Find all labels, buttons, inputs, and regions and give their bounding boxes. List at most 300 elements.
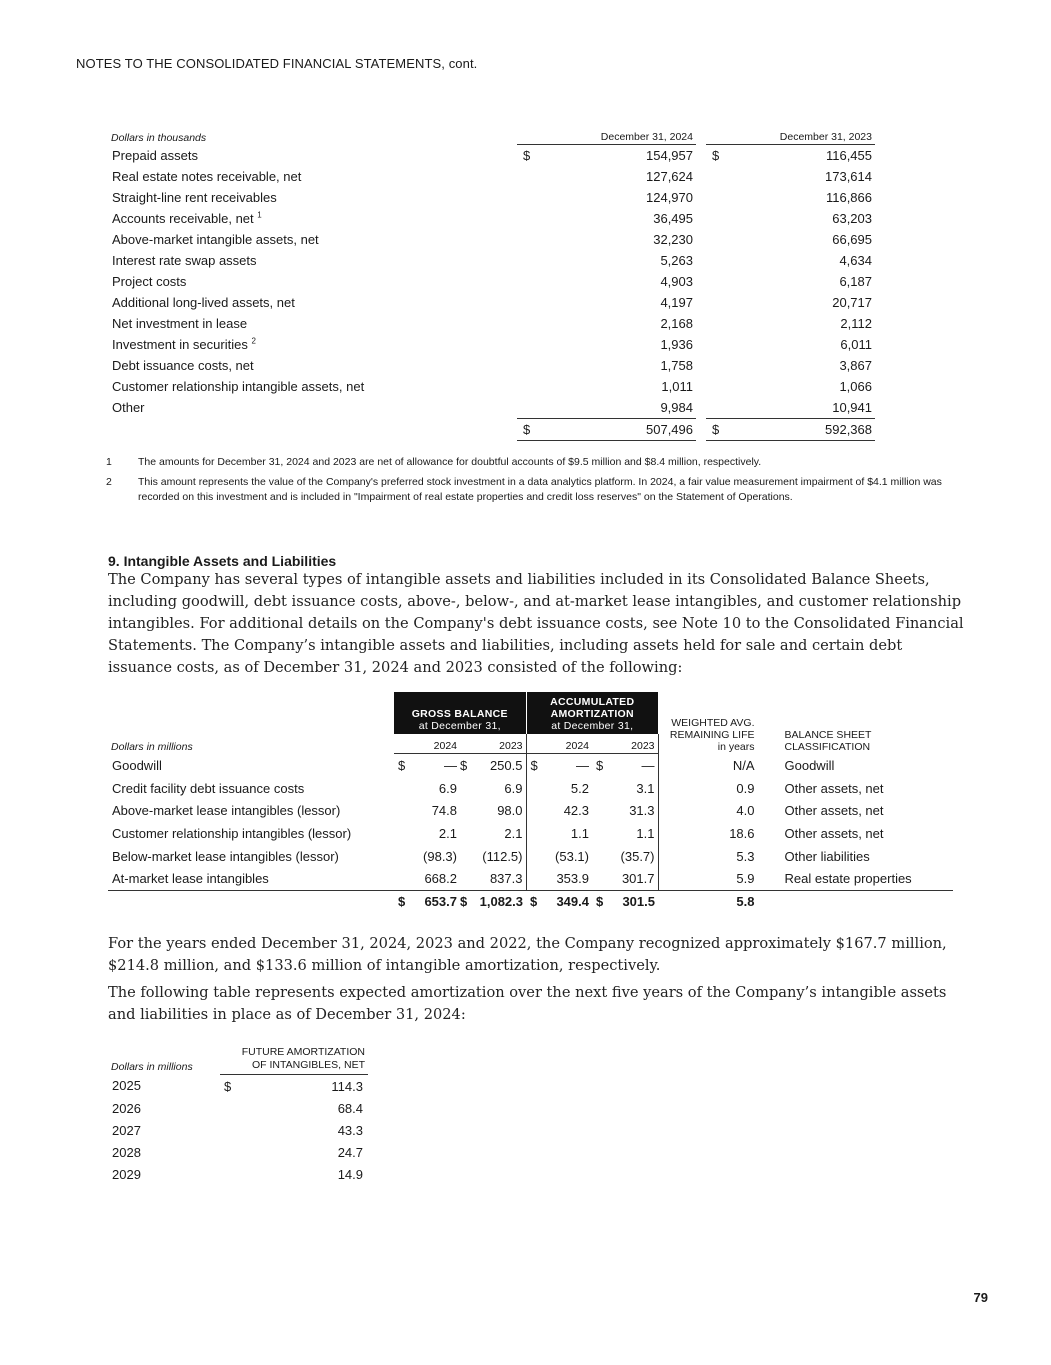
- value-g2023-wrap: [460, 849, 523, 864]
- currency: [394, 803, 398, 818]
- value-2023: 173,614: [825, 169, 872, 184]
- row-label: Above-market lease intangibles (lessor): [112, 803, 341, 819]
- value-2023-wrap: [706, 169, 875, 184]
- balance-sheet-classification: Other assets, net: [784, 780, 884, 796]
- value-a2024-cell: [526, 822, 592, 845]
- value-g2024-cell: [394, 845, 460, 868]
- footnotes: [106, 455, 946, 510]
- total-2024-cell: [517, 419, 696, 441]
- value-a2024-cell: [526, 754, 592, 777]
- currency: $: [224, 1078, 232, 1094]
- table-row: [108, 292, 875, 313]
- row-label: [108, 145, 517, 167]
- table-row: [108, 355, 875, 376]
- currency: [706, 337, 712, 352]
- row-label-text: Debt issuance costs, net: [112, 358, 254, 373]
- value-g2023-cell: [460, 799, 526, 822]
- value-a2024-wrap: [527, 871, 590, 886]
- table-row: [108, 1119, 368, 1141]
- currency: [517, 253, 523, 268]
- value-2024-wrap: [517, 295, 696, 310]
- value-2024-cell: [517, 229, 696, 250]
- accumulated-amortization-header: ACCUMULATED AMORTIZATION: [550, 696, 635, 720]
- value-2023-wrap: [706, 190, 875, 205]
- value-g2023-cell: [460, 777, 526, 800]
- row-label: [108, 229, 517, 250]
- currency: [706, 358, 712, 373]
- currency: $: [398, 894, 406, 910]
- value-a2024-wrap: [527, 758, 590, 773]
- table-row: [108, 334, 875, 355]
- value-a2023-cell: [592, 754, 658, 777]
- currency: [517, 211, 523, 226]
- column-gap: [696, 271, 706, 292]
- value-2023-cell: [706, 334, 875, 355]
- value-a2023-wrap: [592, 758, 655, 773]
- section-paragraph-1: The Company has several types of intangible assets and liabilities included in its Consolidated Balance Sheets, including goodwill, debt issuance costs, above-, below-, and at-market lease intangibles, and customer relationship intangibles. For additional details on the Company's debt issuance costs, see Note 10 to the Consolidated Financial Statements. The Company’s intangible assets and liabilities, including assets held for sale and certain debt issuance costs, as of December 31, 2024 and 2023 consisted of the following:: [108, 571, 964, 676]
- accum-year-2023: 2023: [592, 734, 658, 754]
- row-label: [108, 376, 517, 397]
- value-2024-wrap: [517, 337, 696, 352]
- value-2023-wrap: [706, 274, 875, 289]
- currency: [527, 781, 531, 796]
- value-2023: 66,695: [832, 232, 872, 247]
- amortization-value: 114.3: [331, 1078, 363, 1094]
- value-2023-wrap: [706, 232, 875, 247]
- footnote-ref: 2: [251, 336, 256, 346]
- footnote-ref: 1: [257, 210, 262, 220]
- currency: $: [712, 148, 720, 163]
- column-gap: [696, 419, 706, 441]
- value-g2023-wrap: [460, 826, 523, 841]
- row-label: Credit facility debt issuance costs: [112, 780, 305, 796]
- value-g2023-wrap: [460, 803, 523, 818]
- amortization-value-wrap: [220, 1101, 368, 1116]
- total-label: [108, 419, 517, 441]
- row-label-text: Customer relationship intangible assets, net: [112, 379, 365, 394]
- amortization-value-wrap: [220, 1079, 368, 1094]
- value-2023-cell: [706, 397, 875, 419]
- currency: [394, 871, 398, 886]
- row-label: [108, 166, 517, 187]
- section-paragraph-2: For the years ended December 31, 2024, 2023 and 2022, the Company recognized approximately $167.7 million, $214.8 million, and $133.6 million of intangible amortization, respectively.: [108, 935, 947, 974]
- classification-header: BALANCE SHEET CLASSIFICATION: [784, 728, 872, 753]
- value-2024-wrap: [517, 316, 696, 331]
- value-2023-wrap: [706, 379, 875, 394]
- currency: $: [530, 894, 538, 910]
- row-label: Goodwill: [112, 757, 162, 773]
- value-2023-cell: [706, 292, 875, 313]
- table-row: [108, 271, 875, 292]
- gross-balance-header: GROSS BALANCE: [411, 708, 508, 720]
- year: 2029: [112, 1166, 141, 1182]
- value-2024-wrap: [517, 379, 696, 394]
- table-row: [108, 799, 953, 822]
- value-g2024-cell: [394, 777, 460, 800]
- gross-balance-subheader: at December 31,: [418, 720, 501, 732]
- column-gap: [696, 313, 706, 334]
- value-g2024-wrap: [394, 871, 457, 886]
- value-2023: 10,941: [832, 400, 872, 415]
- value-a2024-wrap: [527, 803, 590, 818]
- value-g2024: 668.2: [424, 871, 457, 887]
- value-2024: 4,197: [660, 295, 693, 310]
- total-gross-2023: 1,082.3: [479, 894, 523, 910]
- remaining-life: 18.6: [729, 825, 755, 841]
- column-gap: [696, 355, 706, 376]
- value-2023: 1,066: [839, 379, 872, 394]
- footnote-number: 2: [106, 476, 112, 488]
- row-label: [108, 187, 517, 208]
- row-label: [108, 271, 517, 292]
- total-accum-2024: 349.4: [556, 894, 589, 910]
- value-2023-wrap: [706, 295, 875, 310]
- value-a2023: 3.1: [636, 780, 655, 796]
- accumulated-amortization-subheader: at December 31,: [551, 720, 634, 732]
- table-row: [108, 845, 953, 868]
- value-2024-wrap: [517, 274, 696, 289]
- year: 2028: [112, 1144, 141, 1160]
- value-2024-wrap: [517, 358, 696, 373]
- value-2024: 36,495: [653, 211, 693, 226]
- table-row: [108, 166, 875, 187]
- value-2023-cell: [706, 229, 875, 250]
- value-2024: 127,624: [646, 169, 693, 184]
- value-2023-wrap: [706, 211, 875, 226]
- value-2023: 63,203: [832, 211, 872, 226]
- page-number: 79: [973, 1290, 988, 1305]
- value-g2024-wrap: [394, 781, 457, 796]
- remaining-life: 5.3: [736, 848, 755, 864]
- currency: $: [398, 757, 406, 773]
- row-label-text: Project costs: [112, 274, 187, 289]
- value-2023-cell: [706, 355, 875, 376]
- value-g2024-wrap: [394, 758, 457, 773]
- row-label: [108, 313, 517, 334]
- column-gap: [696, 397, 706, 419]
- currency: [592, 849, 596, 864]
- value-2024: 1,758: [660, 358, 693, 373]
- value-2024-cell: [517, 187, 696, 208]
- currency: [517, 379, 523, 394]
- row-label: Customer relationship intangibles (lessor): [112, 825, 352, 841]
- amortization-value-cell: [220, 1119, 368, 1141]
- currency: [517, 169, 523, 184]
- value-2024-cell: [517, 334, 696, 355]
- value-a2024-cell: [526, 777, 592, 800]
- footnote-text: The amounts for December 31, 2024 and 2023 are net of allowance for doubtful accounts of $9.5 million and $8.4 million, respectively.: [138, 456, 762, 468]
- value-2023: 4,634: [839, 253, 872, 268]
- balance-sheet-classification: Goodwill: [784, 757, 835, 773]
- value-g2023-wrap: [460, 758, 523, 773]
- value-g2024-wrap: [394, 826, 457, 841]
- currency: [706, 190, 712, 205]
- value-g2024-cell: [394, 799, 460, 822]
- value-2024-wrap: [517, 148, 696, 163]
- value-2024: 1,011: [661, 379, 693, 394]
- value-2024-cell: [517, 250, 696, 271]
- table-row: [108, 1097, 368, 1119]
- value-a2023: (35.7): [620, 848, 655, 864]
- value-a2024-wrap: [527, 781, 590, 796]
- value-g2024: 74.8: [431, 803, 457, 819]
- value-2024: 154,957: [646, 148, 693, 163]
- value-2024: 9,984: [660, 400, 693, 415]
- value-2024-cell: [517, 397, 696, 419]
- row-label: [108, 397, 517, 419]
- total-2024: 507,496: [646, 422, 693, 437]
- amortization-value-cell: [220, 1075, 368, 1098]
- currency: [706, 379, 712, 394]
- total-accum-2023: 301.5: [622, 894, 655, 910]
- column-gap: [696, 187, 706, 208]
- currency: [517, 316, 523, 331]
- value-g2023: 6.9: [504, 780, 523, 796]
- row-label-text: Straight-line rent receivables: [112, 190, 277, 205]
- row-label: [108, 334, 517, 355]
- value-2023-cell: [706, 208, 875, 229]
- section-paragraph-3: The following table represents expected amortization over the next five years of the Company’s intangible assets and liabilities in place as of December 31, 2024:: [108, 984, 947, 1023]
- table-row: [108, 777, 953, 800]
- value-2023-cell: [706, 145, 875, 167]
- value-a2023-cell: [592, 777, 658, 800]
- value-2024-wrap: [517, 400, 696, 415]
- table-row: [108, 187, 875, 208]
- value-g2023: 250.5: [489, 757, 523, 773]
- value-2024-wrap: [517, 169, 696, 184]
- page-header: NOTES TO THE CONSOLIDATED FINANCIAL STATEMENTS, cont.: [76, 56, 478, 71]
- remaining-life: N/A: [732, 757, 755, 773]
- value-a2023: 301.7: [621, 871, 655, 887]
- value-a2023-wrap: [592, 803, 655, 818]
- year: 2027: [112, 1122, 141, 1138]
- value-a2024: 42.3: [563, 803, 589, 819]
- value-g2023-cell: [460, 845, 526, 868]
- table-row: [108, 1141, 368, 1163]
- currency: [517, 190, 523, 205]
- row-label-text: Real estate notes receivable, net: [112, 169, 302, 184]
- value-a2024: 1.1: [570, 825, 589, 841]
- value-a2023-wrap: [592, 849, 655, 864]
- value-2024-wrap: [517, 190, 696, 205]
- value-2023-wrap: [706, 253, 875, 268]
- amortization-value-cell: [220, 1163, 368, 1185]
- table-row: [108, 250, 875, 271]
- currency: $: [460, 757, 468, 773]
- value-g2024-cell: [394, 754, 460, 777]
- currency: [527, 826, 531, 841]
- value-g2024-cell: [394, 822, 460, 845]
- row-label: Below-market lease intangibles (lessor): [112, 848, 339, 864]
- amortization-value-wrap: [220, 1167, 368, 1182]
- amortization-value-cell: [220, 1141, 368, 1163]
- value-2023-wrap: [706, 400, 875, 415]
- value-a2024: 5.2: [570, 780, 589, 796]
- row-label-text: Investment in securities: [112, 337, 248, 352]
- balance-sheet-classification: Real estate properties: [784, 871, 912, 887]
- column-gap: [696, 208, 706, 229]
- accum-year-2024: 2024: [526, 734, 592, 754]
- section-title: 9. Intangible Assets and Liabilities: [108, 553, 337, 569]
- amortization-value: 24.7: [337, 1144, 363, 1160]
- total-2023-cell: [706, 419, 875, 441]
- value-g2023-cell: [460, 754, 526, 777]
- footnote-number: 1: [106, 456, 112, 468]
- table-row: [108, 397, 875, 419]
- value-g2024-cell: [394, 867, 460, 890]
- value-a2023-wrap: [592, 781, 655, 796]
- currency: [706, 400, 712, 415]
- currency: [706, 274, 712, 289]
- remaining-life: 5.9: [736, 871, 755, 887]
- value-2024: 2,168: [660, 316, 693, 331]
- value-a2023-cell: [592, 867, 658, 890]
- value-a2024: 353.9: [556, 871, 589, 887]
- value-2024-cell: [517, 313, 696, 334]
- row-label-text: Above-market intangible assets, net: [112, 232, 319, 247]
- row-label: [108, 292, 517, 313]
- value-2024: 1,936: [660, 337, 693, 352]
- row-label-text: Net investment in lease: [112, 316, 248, 331]
- value-2024: 4,903: [660, 274, 693, 289]
- currency: [527, 849, 531, 864]
- value-2024: 5,263: [660, 253, 693, 268]
- row-label: At-market lease intangibles: [112, 871, 269, 887]
- value-2023: 6,187: [839, 274, 872, 289]
- currency: [517, 400, 523, 415]
- amortization-value-cell: [220, 1097, 368, 1119]
- row-label: [108, 355, 517, 376]
- row-label-text: Other: [112, 400, 145, 416]
- value-2024-wrap: [517, 232, 696, 247]
- remaining-life: 0.9: [736, 780, 755, 796]
- table-row: [108, 376, 875, 397]
- total-gross-2024: 653.7: [424, 894, 457, 910]
- column-header-2023: December 31, 2023: [706, 126, 875, 145]
- column-gap: [696, 166, 706, 187]
- table-row: [108, 145, 875, 167]
- value-g2023-wrap: [460, 781, 523, 796]
- column-header-2024: December 31, 2024: [517, 126, 696, 145]
- value-a2023-wrap: [592, 826, 655, 841]
- currency: [592, 781, 596, 796]
- currency: [592, 826, 596, 841]
- amortization-value: 14.9: [337, 1166, 363, 1182]
- currency: [592, 803, 596, 818]
- currency: [706, 253, 712, 268]
- value-a2024-wrap: [527, 826, 590, 841]
- currency: $: [596, 757, 604, 773]
- gross-year-2023: 2023: [460, 734, 526, 754]
- row-label-text: Additional long-lived assets, net: [112, 295, 295, 310]
- value-g2024: 2.1: [438, 825, 457, 841]
- value-2023-wrap: [706, 316, 875, 331]
- currency: [527, 871, 531, 886]
- units-label: Dollars in millions: [111, 740, 193, 753]
- row-label-text: Prepaid assets: [112, 147, 198, 163]
- value-2024-cell: [517, 292, 696, 313]
- units-label: Dollars in thousands: [111, 131, 207, 144]
- currency: [706, 295, 712, 310]
- value-2023-wrap: [706, 337, 875, 352]
- value-g2023-wrap: [460, 871, 523, 886]
- value-a2024: (53.1): [555, 848, 589, 864]
- value-2023: 3,867: [839, 358, 872, 373]
- currency: [517, 232, 523, 247]
- row-label-text: Interest rate swap assets: [112, 253, 257, 268]
- currency: $: [460, 894, 468, 910]
- value-g2024-wrap: [394, 849, 457, 864]
- value-2024-cell: [517, 355, 696, 376]
- value-2023: 116,455: [825, 148, 872, 163]
- value-2023-wrap: [706, 148, 875, 163]
- row-label: [108, 208, 517, 229]
- weighted-life-header: WEIGHTED AVG. REMAINING LIFE: [669, 716, 755, 741]
- column-gap: [696, 376, 706, 397]
- column-gap: [696, 292, 706, 313]
- table-row: [108, 1075, 368, 1098]
- currency: [527, 803, 531, 818]
- value-2024-cell: [517, 145, 696, 167]
- value-g2024-wrap: [394, 803, 457, 818]
- value-2023-cell: [706, 313, 875, 334]
- column-gap: [696, 250, 706, 271]
- intangibles-table: [108, 692, 953, 912]
- value-a2023: 1.1: [636, 825, 655, 841]
- column-gap: [696, 145, 706, 167]
- value-2023-cell: [706, 166, 875, 187]
- value-2023: 20,717: [832, 295, 872, 310]
- currency: [394, 781, 398, 796]
- table-row: [108, 867, 953, 890]
- units-label: Dollars in millions: [111, 1060, 193, 1073]
- footnote-1: [106, 455, 946, 470]
- total-life: 5.8: [658, 891, 759, 913]
- total-row: [108, 419, 875, 441]
- value-a2023-wrap: [592, 871, 655, 886]
- total-2023: 592,368: [825, 422, 872, 437]
- currency: $: [530, 757, 538, 773]
- value-g2023-cell: [460, 822, 526, 845]
- currency: [394, 826, 398, 841]
- value-a2023-cell: [592, 845, 658, 868]
- currency: [706, 169, 712, 184]
- value-2024: 32,230: [653, 232, 693, 247]
- value-a2024-cell: [526, 799, 592, 822]
- value-g2023: 837.3: [489, 871, 523, 887]
- currency: [706, 211, 712, 226]
- footnote-text: This amount represents the value of the Company's preferred stock investment in a data analytics platform. In 2024, a fair value measurement impairment of $4.1 million was recorded on this investment and is included in "Impairment of real estate properties and credit loss reserves" on the Statement of Operations.: [138, 476, 942, 503]
- value-a2023-cell: [592, 799, 658, 822]
- value-2023-cell: [706, 187, 875, 208]
- value-2024-cell: [517, 376, 696, 397]
- table-row: [108, 822, 953, 845]
- amortization-value: 43.3: [337, 1122, 363, 1138]
- weighted-life-subheader: in years: [717, 740, 755, 753]
- currency: $: [712, 422, 720, 437]
- gross-year-2024: 2024: [394, 734, 460, 754]
- value-2023-cell: [706, 271, 875, 292]
- value-a2023-cell: [592, 822, 658, 845]
- value-g2024: —: [444, 757, 457, 773]
- currency: [517, 274, 523, 289]
- value-a2023: —: [641, 757, 655, 773]
- future-amortization-header: FUTURE AMORTIZATION OF INTANGIBLES, NET: [241, 1046, 365, 1071]
- balance-sheet-classification: Other liabilities: [784, 848, 870, 864]
- value-2024-cell: [517, 166, 696, 187]
- remaining-life: 4.0: [736, 803, 755, 819]
- amortization-value-wrap: [220, 1123, 368, 1138]
